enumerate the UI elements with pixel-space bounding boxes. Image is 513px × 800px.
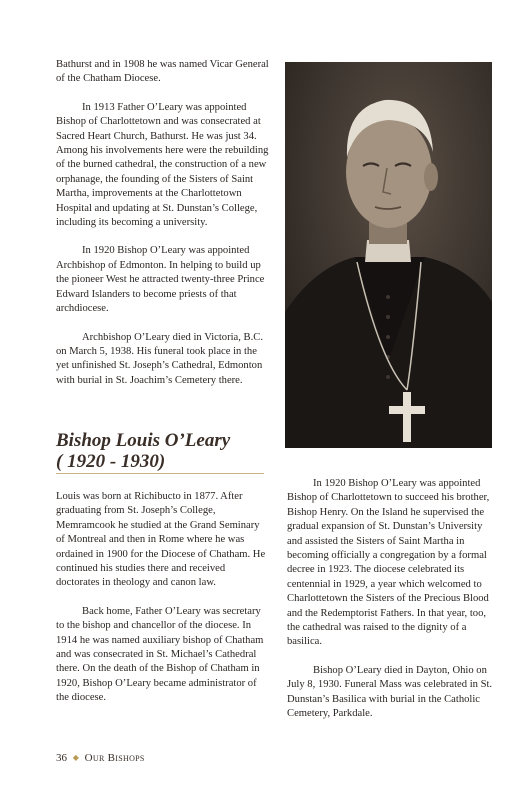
paragraph: Bathurst and in 1908 he was named Vicar General of the Chatham Diocese.	[56, 59, 269, 85]
running-section-name: Our Bishops	[84, 752, 145, 764]
paragraph: Louis was born at Richibucto in 1877. After graduating from St. Joseph’s College, Memramcook he studied at the Grand Seminary of Montreal and then in Rome where he was ordained in 1900 for the Diocese of Chatham. He continued his studies there and received doctorates in theology and canon law.	[56, 491, 266, 589]
left-column-bottom	[56, 490, 270, 720]
page-footer	[56, 752, 145, 764]
paragraph: In 1913 Father O’Leary was appointed Bishop of Charlottetown and was consecrated at Sacred Heart Church, Bathurst. He was just 34. Among his involvements here were the rebuilding of the burned cathedral, the construction of a new orphanage, the founding of the Sisters of Saint Martha, improvements at the Charlottetown Hospital and updating at St. Dunstan’s College, including its becoming a university.	[56, 101, 269, 229]
left-column-top	[56, 58, 270, 402]
paragraph: In 1920 Bishop O’Leary was appointed Archbishop of Edmonton. In helping to build up the pioneer West he attracted twenty-three Prince Edward Islanders to become priests of that archdiocese.	[56, 245, 265, 315]
section-title-name: Bishop Louis O’Leary	[56, 430, 231, 451]
section-title-years: ( 1920 - 1930)	[56, 451, 166, 472]
bishop-portrait-photo	[285, 62, 492, 448]
title-divider	[56, 473, 264, 474]
paragraph: Back home, Father O’Leary was secretary to the bishop and chancellor of the diocese. In 1914 he was named auxiliary bishop of Chatham and was consecrated in St. Michael’s Cathedral there. On the death of the Bishop of Chatham in 1920, Bishop O’Leary became administrator of the diocese.	[56, 605, 264, 704]
section-title	[56, 430, 266, 472]
paragraph: Archbishop O’Leary died in Victoria, B.C. on March 5, 1938. His funeral took place in the yet unfinished St. Joseph’s Cathedral, Edmonton with burial in St. Joachim’s Cemetery there.	[56, 331, 263, 386]
right-column-bottom	[287, 477, 493, 736]
diamond-icon: ◆	[72, 753, 79, 762]
paragraph: In 1920 Bishop O’Leary was appointed Bishop of Charlottetown to succeed his brother, Bishop Henry. On the Island he supervised the gradual expansion of St. Dunstan’s University and assisted the Sisters of Saint Martha in becoming officially a congregation by a formal decree in 1923. The diocese celebrated its centennial in 1929, a year which welcomed to Charlottetown the Sisters of the Precious Blood and the Redemptorist Fathers. In that year, too, the cathedral was raised to the dignity of a basilica.	[287, 478, 490, 648]
page-number: 36	[56, 752, 67, 764]
paragraph: Bishop O’Leary died in Dayton, Ohio on July 8, 1930. Funeral Mass was celebrated in St. Dunstan’s Basilica with burial in the Catholic Cemetery, Parkdale.	[287, 664, 493, 720]
